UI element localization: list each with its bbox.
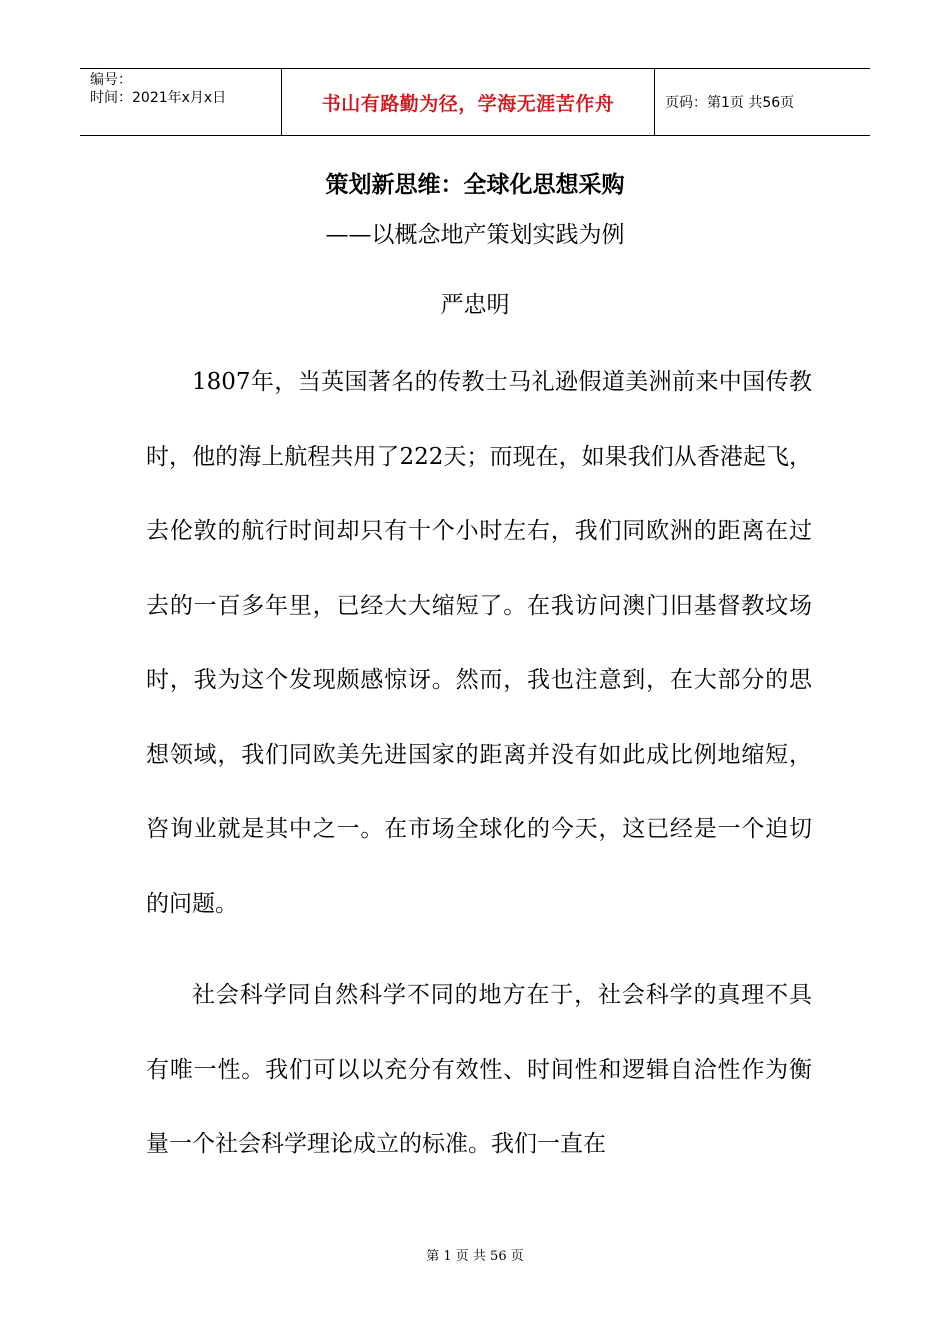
- number-label: 编号：: [90, 72, 132, 88]
- document-title: 策划新思维：全球化思想采购: [325, 172, 625, 198]
- body-paragraph: 社会科学同自然科学不同的地方在于，社会科学的真理不具有唯一性。我们可以以充分有效性、时间性和逻辑自洽性作为衡量一个社会科学理论成立的标准。我们一直在: [146, 982, 812, 1157]
- body-paragraph: 1807年，当英国著名的传教士马礼逊假道美洲前来中国传教时，他的海上航程共用了222天；而现在，如果我们从香港起飞，去伦敦的航行时间却只有十个小时左右，我们同欧洲的距离在过去的一百多年里，已经大大缩短了。在我访问澳门旧基督教坟场时，我为这个发现颇感惊讶。然而，我也注意到，在大部分的思想领域，我们同欧美先进国家的距离并没有如此成比例地缩短，咨询业就是其中之一。在市场全球化的今天，这已经是一个迫切的问题。: [146, 369, 812, 917]
- document-author: 严忠明: [440, 292, 510, 318]
- page-info: 页码：第1页 共56页: [665, 95, 795, 111]
- document-subtitle: ——以概念地产策划实践为例: [325, 222, 625, 248]
- motto-text: 书山有路勤为径，学海无涯苦作舟: [321, 92, 615, 115]
- header-meta: [80, 69, 281, 135]
- document-header: [80, 68, 870, 136]
- header-motto-cell: [281, 69, 655, 135]
- header-page-info-cell: [655, 69, 870, 135]
- date-line: 时间：2021年x月x日: [90, 90, 227, 106]
- page-footer: 第 1 页 共 56 页: [426, 1249, 524, 1264]
